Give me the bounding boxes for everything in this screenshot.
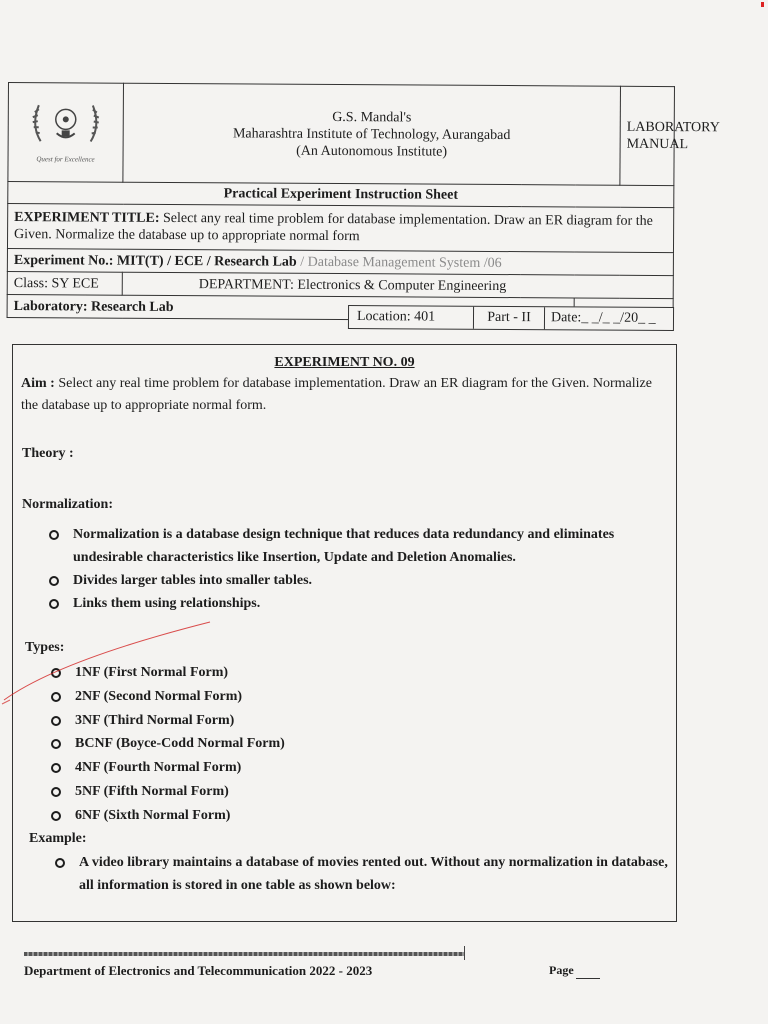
date-cell: Date:_ _/_ _/20_ _ xyxy=(550,310,656,326)
bullet-circle-icon xyxy=(49,530,59,540)
example-list xyxy=(55,851,675,897)
location-cell: Location: 401 xyxy=(349,306,474,329)
type-item: 5NF (Fifth Normal Form) xyxy=(51,780,451,804)
types-heading: Types: xyxy=(25,640,65,655)
experiment-title-label: EXPERIMENT TITLE: xyxy=(14,210,160,226)
red-pen-dot xyxy=(761,2,764,7)
institute-status: (An Autonomous Institute) xyxy=(296,143,448,160)
normalization-point: Links them using relationships. xyxy=(49,592,675,615)
example-heading: Example: xyxy=(29,831,87,846)
page-label: Page xyxy=(549,963,574,977)
class-cell: Class: SY ECE xyxy=(7,271,122,295)
footer-rule-end xyxy=(464,946,465,960)
laboratory-text: Laboratory: Research Lab xyxy=(13,298,174,315)
logo-cell xyxy=(8,83,124,183)
theory-heading: Theory : xyxy=(22,446,74,461)
institute-logo xyxy=(27,97,105,149)
experiment-no-suffix: / Database Management System /06 xyxy=(296,254,502,271)
aim-label: Aim : xyxy=(21,376,55,391)
experiment-title-text: Select any real time problem for database implementation. Draw an ER diagram for the Given. Normalize the database up to appropriate normal form xyxy=(14,210,653,245)
experiment-title-cell xyxy=(7,204,673,253)
part-cell: Part - II xyxy=(474,307,545,329)
footer-department: Department of Electronics and Telecommunication 2022 - 2023 xyxy=(24,963,373,978)
experiment-number-title: EXPERIMENT NO. 09 xyxy=(274,355,415,370)
normalization-point: Normalization is a database design technique that reduces data redundancy and eliminates undesirable characteristics like Insertion, Update and Deletion Anomalies. xyxy=(49,523,675,569)
department-cell: DEPARTMENT: Electronics & Computer Engineering xyxy=(122,272,673,298)
normalization-heading: Normalization: xyxy=(22,497,113,512)
type-item: 2NF (Second Normal Form) xyxy=(51,685,451,709)
type-item: 6NF (Sixth Normal Form) xyxy=(51,804,451,828)
example-point: A video library maintains a database of movies rented out. Without any normalization in database, all information is stored in one table as shown below: xyxy=(55,851,675,897)
aim-paragraph xyxy=(21,373,670,417)
sheet-title: Practical Experiment Instruction Sheet xyxy=(8,182,674,208)
experiment-no-label: Experiment No.: MIT(T) / ECE / Research Lab xyxy=(13,252,297,270)
bullet-circle-icon xyxy=(55,858,65,868)
type-item: BCNF (Boyce-Codd Normal Form) xyxy=(51,732,451,756)
page-number-blank xyxy=(576,963,600,979)
normalization-point: Divides larger tables into smaller tables. xyxy=(49,569,675,592)
bullet-circle-icon xyxy=(51,763,61,773)
bullet-circle-icon xyxy=(51,787,61,797)
red-pen-mark xyxy=(0,600,220,720)
manual-label-line2: MANUAL xyxy=(626,136,689,153)
header-table xyxy=(7,82,720,322)
bullet-circle-icon xyxy=(51,739,61,749)
aim-text: Select any real time problem for database implementation. Draw an ER diagram for the Given. Normalize the database up to appropriate normal form. xyxy=(21,376,652,413)
footer-rule xyxy=(24,952,464,956)
bullet-circle-icon xyxy=(49,576,59,586)
type-item: 1NF (First Normal Form) xyxy=(51,661,451,685)
manual-label-line1: LABORATORY xyxy=(626,119,720,136)
institute-cell xyxy=(123,83,621,185)
society-name: G.S. Mandal's xyxy=(332,109,412,125)
meta-row xyxy=(348,305,674,331)
institute-name: Maharashtra Institute of Technology, Aurangabad xyxy=(232,125,511,143)
type-item: 4NF (Fourth Normal Form) xyxy=(51,756,451,780)
type-item: 3NF (Third Normal Form) xyxy=(51,709,451,733)
manual-label-cell xyxy=(620,86,720,185)
footer-page xyxy=(549,963,600,979)
bullet-circle-icon xyxy=(51,811,61,821)
logo-motto: Quest for Excellence xyxy=(36,154,95,164)
